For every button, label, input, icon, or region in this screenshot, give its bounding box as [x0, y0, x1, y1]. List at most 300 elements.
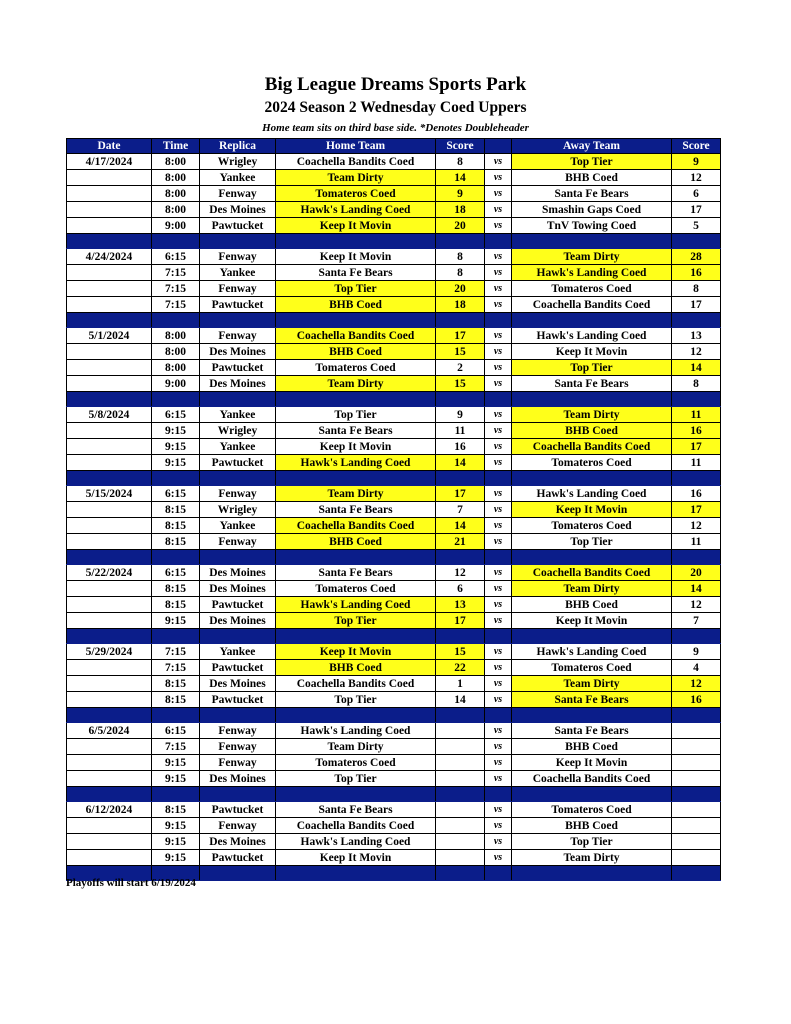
home-score-cell: 7	[436, 502, 485, 518]
home-team-cell: Hawk's Landing Coed	[276, 834, 436, 850]
vs-cell: vs	[485, 676, 512, 692]
table-row	[67, 818, 721, 834]
vs-cell: vs	[485, 518, 512, 534]
time-cell: 6:15	[152, 407, 200, 423]
away-team-cell: Top Tier	[512, 360, 672, 376]
schedule-body	[67, 154, 721, 881]
table-row	[67, 344, 721, 360]
table-row	[67, 644, 721, 660]
separator-cell	[200, 629, 276, 644]
table-row	[67, 676, 721, 692]
away-score-cell: 12	[672, 170, 721, 186]
away-team-cell: Tomateros Coed	[512, 455, 672, 471]
date-cell	[67, 344, 152, 360]
date-cell	[67, 818, 152, 834]
separator-cell	[512, 392, 672, 407]
home-team-cell: Santa Fe Bears	[276, 265, 436, 281]
separator-cell	[672, 550, 721, 565]
home-team-cell: Team Dirty	[276, 486, 436, 502]
date-cell	[67, 502, 152, 518]
week-separator	[67, 392, 721, 407]
home-team-cell: Hawk's Landing Coed	[276, 723, 436, 739]
table-row	[67, 281, 721, 297]
time-cell: 6:15	[152, 486, 200, 502]
replica-cell: Yankee	[200, 439, 276, 455]
vs-cell: vs	[485, 850, 512, 866]
table-row	[67, 534, 721, 550]
separator-cell	[276, 708, 436, 723]
home-score-cell	[436, 850, 485, 866]
home-team-cell: Santa Fe Bears	[276, 802, 436, 818]
replica-cell: Des Moines	[200, 581, 276, 597]
separator-cell	[436, 234, 485, 249]
replica-cell: Pawtucket	[200, 660, 276, 676]
away-score-cell: 17	[672, 439, 721, 455]
home-score-cell: 20	[436, 281, 485, 297]
table-row	[67, 692, 721, 708]
column-header: Date	[67, 139, 152, 154]
separator-cell	[276, 550, 436, 565]
page-note: Home team sits on third base side. *Denotes Doubleheader	[262, 122, 529, 134]
home-score-cell: 18	[436, 202, 485, 218]
away-team-cell: TnV Towing Coed	[512, 218, 672, 234]
away-score-cell: 12	[672, 344, 721, 360]
away-score-cell: 8	[672, 281, 721, 297]
replica-cell: Des Moines	[200, 202, 276, 218]
time-cell: 8:15	[152, 534, 200, 550]
away-score-cell: 17	[672, 502, 721, 518]
home-team-cell: BHB Coed	[276, 344, 436, 360]
table-header-row	[67, 139, 721, 154]
away-score-cell	[672, 802, 721, 818]
away-team-cell: Keep It Movin	[512, 502, 672, 518]
away-team-cell: BHB Coed	[512, 739, 672, 755]
away-team-cell: Santa Fe Bears	[512, 376, 672, 392]
away-score-cell: 16	[672, 423, 721, 439]
home-score-cell	[436, 834, 485, 850]
week-separator	[67, 629, 721, 644]
separator-cell	[436, 708, 485, 723]
home-score-cell: 8	[436, 249, 485, 265]
separator-cell	[485, 550, 512, 565]
home-score-cell: 16	[436, 439, 485, 455]
separator-cell	[672, 234, 721, 249]
home-team-cell: Keep It Movin	[276, 218, 436, 234]
replica-cell: Fenway	[200, 739, 276, 755]
away-team-cell: Tomateros Coed	[512, 281, 672, 297]
away-score-cell	[672, 755, 721, 771]
home-team-cell: Top Tier	[276, 281, 436, 297]
vs-cell: vs	[485, 154, 512, 170]
away-score-cell: 16	[672, 692, 721, 708]
separator-cell	[672, 787, 721, 802]
home-score-cell: 14	[436, 455, 485, 471]
away-score-cell: 16	[672, 486, 721, 502]
separator-cell	[152, 313, 200, 328]
home-team-cell: Top Tier	[276, 692, 436, 708]
home-team-cell: Hawk's Landing Coed	[276, 455, 436, 471]
separator-cell	[152, 787, 200, 802]
time-cell: 9:15	[152, 771, 200, 787]
vs-cell: vs	[485, 281, 512, 297]
date-cell	[67, 360, 152, 376]
home-team-cell: Coachella Bandits Coed	[276, 518, 436, 534]
away-team-cell: Keep It Movin	[512, 755, 672, 771]
table-row	[67, 581, 721, 597]
time-cell: 7:15	[152, 281, 200, 297]
separator-cell	[152, 234, 200, 249]
vs-cell: vs	[485, 218, 512, 234]
time-cell: 8:00	[152, 170, 200, 186]
vs-cell: vs	[485, 486, 512, 502]
separator-cell	[436, 392, 485, 407]
replica-cell: Pawtucket	[200, 360, 276, 376]
time-cell: 7:15	[152, 644, 200, 660]
separator-cell	[672, 471, 721, 486]
home-score-cell: 14	[436, 170, 485, 186]
separator-cell	[200, 392, 276, 407]
away-team-cell: BHB Coed	[512, 170, 672, 186]
table-row	[67, 518, 721, 534]
home-score-cell	[436, 802, 485, 818]
time-cell: 8:15	[152, 597, 200, 613]
vs-cell: vs	[485, 455, 512, 471]
home-score-cell: 6	[436, 581, 485, 597]
time-cell: 9:15	[152, 850, 200, 866]
away-team-cell: Tomateros Coed	[512, 660, 672, 676]
away-team-cell: Team Dirty	[512, 850, 672, 866]
separator-cell	[436, 787, 485, 802]
away-score-cell: 28	[672, 249, 721, 265]
time-cell: 9:15	[152, 818, 200, 834]
separator-cell	[200, 708, 276, 723]
away-score-cell: 4	[672, 660, 721, 676]
separator-cell	[512, 313, 672, 328]
replica-cell: Wrigley	[200, 154, 276, 170]
table-row	[67, 265, 721, 281]
date-cell	[67, 265, 152, 281]
date-cell	[67, 850, 152, 866]
home-team-cell: Tomateros Coed	[276, 581, 436, 597]
column-header	[485, 139, 512, 154]
time-cell: 8:15	[152, 802, 200, 818]
replica-cell: Fenway	[200, 328, 276, 344]
separator-cell	[276, 629, 436, 644]
table-row	[67, 439, 721, 455]
separator-cell	[67, 787, 152, 802]
column-header: Replica	[200, 139, 276, 154]
date-cell	[67, 660, 152, 676]
table-row	[67, 154, 721, 170]
separator-cell	[672, 392, 721, 407]
vs-cell: vs	[485, 802, 512, 818]
vs-cell: vs	[485, 723, 512, 739]
home-team-cell: Hawk's Landing Coed	[276, 202, 436, 218]
time-cell: 6:15	[152, 723, 200, 739]
replica-cell: Fenway	[200, 818, 276, 834]
time-cell: 9:15	[152, 455, 200, 471]
table-row	[67, 249, 721, 265]
table-row	[67, 407, 721, 423]
home-score-cell: 17	[436, 486, 485, 502]
time-cell: 7:15	[152, 297, 200, 313]
home-team-cell: Team Dirty	[276, 376, 436, 392]
separator-cell	[436, 629, 485, 644]
separator-cell	[672, 629, 721, 644]
table-row	[67, 423, 721, 439]
home-score-cell: 22	[436, 660, 485, 676]
date-cell	[67, 297, 152, 313]
replica-cell: Fenway	[200, 755, 276, 771]
separator-cell	[512, 471, 672, 486]
time-cell: 9:15	[152, 423, 200, 439]
home-score-cell	[436, 723, 485, 739]
separator-cell	[152, 708, 200, 723]
replica-cell: Des Moines	[200, 565, 276, 581]
home-score-cell: 9	[436, 407, 485, 423]
date-cell	[67, 581, 152, 597]
separator-cell	[200, 471, 276, 486]
home-team-cell: Coachella Bandits Coed	[276, 154, 436, 170]
home-team-cell: Coachella Bandits Coed	[276, 818, 436, 834]
time-cell: 8:00	[152, 328, 200, 344]
away-score-cell: 11	[672, 534, 721, 550]
away-team-cell: Coachella Bandits Coed	[512, 439, 672, 455]
replica-cell: Pawtucket	[200, 692, 276, 708]
vs-cell: vs	[485, 328, 512, 344]
away-team-cell: Smashin Gaps Coed	[512, 202, 672, 218]
separator-cell	[276, 392, 436, 407]
time-cell: 7:15	[152, 739, 200, 755]
date-cell: 6/12/2024	[67, 802, 152, 818]
date-cell: 5/1/2024	[67, 328, 152, 344]
time-cell: 9:00	[152, 376, 200, 392]
replica-cell: Fenway	[200, 281, 276, 297]
vs-cell: vs	[485, 439, 512, 455]
week-separator	[67, 708, 721, 723]
vs-cell: vs	[485, 186, 512, 202]
separator-cell	[672, 708, 721, 723]
vs-cell: vs	[485, 360, 512, 376]
home-score-cell: 14	[436, 692, 485, 708]
away-score-cell: 12	[672, 597, 721, 613]
replica-cell: Fenway	[200, 249, 276, 265]
separator-cell	[200, 787, 276, 802]
vs-cell: vs	[485, 423, 512, 439]
separator-cell	[276, 866, 436, 881]
replica-cell: Des Moines	[200, 676, 276, 692]
replica-cell: Fenway	[200, 723, 276, 739]
separator-cell	[672, 313, 721, 328]
table-row	[67, 218, 721, 234]
home-team-cell: Santa Fe Bears	[276, 565, 436, 581]
home-score-cell: 9	[436, 186, 485, 202]
away-score-cell	[672, 834, 721, 850]
home-team-cell: Top Tier	[276, 407, 436, 423]
vs-cell: vs	[485, 613, 512, 629]
time-cell: 7:15	[152, 660, 200, 676]
home-team-cell: Keep It Movin	[276, 249, 436, 265]
replica-cell: Des Moines	[200, 834, 276, 850]
separator-cell	[512, 787, 672, 802]
replica-cell: Yankee	[200, 407, 276, 423]
away-score-cell: 20	[672, 565, 721, 581]
away-team-cell: BHB Coed	[512, 597, 672, 613]
separator-cell	[436, 866, 485, 881]
separator-cell	[485, 866, 512, 881]
separator-cell	[67, 550, 152, 565]
vs-cell: vs	[485, 565, 512, 581]
date-cell	[67, 692, 152, 708]
home-score-cell: 14	[436, 518, 485, 534]
date-cell	[67, 755, 152, 771]
time-cell: 8:00	[152, 186, 200, 202]
separator-cell	[67, 313, 152, 328]
away-team-cell: Top Tier	[512, 534, 672, 550]
time-cell: 9:15	[152, 439, 200, 455]
table-row	[67, 613, 721, 629]
away-score-cell: 7	[672, 613, 721, 629]
time-cell: 8:00	[152, 344, 200, 360]
away-team-cell: Santa Fe Bears	[512, 692, 672, 708]
away-team-cell: Hawk's Landing Coed	[512, 486, 672, 502]
away-score-cell: 17	[672, 297, 721, 313]
separator-cell	[200, 866, 276, 881]
away-team-cell: Hawk's Landing Coed	[512, 265, 672, 281]
vs-cell: vs	[485, 660, 512, 676]
replica-cell: Fenway	[200, 534, 276, 550]
home-score-cell: 20	[436, 218, 485, 234]
home-team-cell: BHB Coed	[276, 534, 436, 550]
date-cell: 6/5/2024	[67, 723, 152, 739]
vs-cell: vs	[485, 265, 512, 281]
away-score-cell: 9	[672, 154, 721, 170]
table-row	[67, 202, 721, 218]
playoffs-note: Playoffs will start 6/19/2024	[66, 877, 196, 889]
home-team-cell: Santa Fe Bears	[276, 502, 436, 518]
home-score-cell: 8	[436, 154, 485, 170]
date-cell	[67, 534, 152, 550]
separator-cell	[152, 471, 200, 486]
table-row	[67, 376, 721, 392]
table-row	[67, 565, 721, 581]
away-team-cell: Tomateros Coed	[512, 518, 672, 534]
home-team-cell: Tomateros Coed	[276, 186, 436, 202]
home-team-cell: Top Tier	[276, 771, 436, 787]
time-cell: 9:00	[152, 218, 200, 234]
date-cell	[67, 518, 152, 534]
home-team-cell: Tomateros Coed	[276, 360, 436, 376]
home-team-cell: Tomateros Coed	[276, 755, 436, 771]
table-row	[67, 502, 721, 518]
table-row	[67, 739, 721, 755]
replica-cell: Pawtucket	[200, 597, 276, 613]
separator-cell	[485, 234, 512, 249]
away-score-cell: 6	[672, 186, 721, 202]
vs-cell: vs	[485, 755, 512, 771]
away-team-cell: Coachella Bandits Coed	[512, 565, 672, 581]
vs-cell: vs	[485, 407, 512, 423]
home-team-cell: Hawk's Landing Coed	[276, 597, 436, 613]
away-team-cell: Team Dirty	[512, 249, 672, 265]
replica-cell: Yankee	[200, 518, 276, 534]
vs-cell: vs	[485, 202, 512, 218]
away-team-cell: Top Tier	[512, 834, 672, 850]
column-header: Score	[436, 139, 485, 154]
vs-cell: vs	[485, 376, 512, 392]
replica-cell: Des Moines	[200, 771, 276, 787]
replica-cell: Des Moines	[200, 344, 276, 360]
separator-cell	[512, 866, 672, 881]
separator-cell	[152, 392, 200, 407]
date-cell	[67, 170, 152, 186]
home-team-cell: Coachella Bandits Coed	[276, 676, 436, 692]
separator-cell	[485, 708, 512, 723]
time-cell: 8:15	[152, 518, 200, 534]
separator-cell	[436, 313, 485, 328]
separator-cell	[67, 471, 152, 486]
away-team-cell: Coachella Bandits Coed	[512, 771, 672, 787]
home-team-cell: Coachella Bandits Coed	[276, 328, 436, 344]
date-cell: 4/24/2024	[67, 249, 152, 265]
separator-cell	[512, 708, 672, 723]
separator-cell	[512, 550, 672, 565]
table-row	[67, 834, 721, 850]
date-cell	[67, 439, 152, 455]
separator-cell	[512, 629, 672, 644]
home-team-cell: Keep It Movin	[276, 644, 436, 660]
time-cell: 8:15	[152, 692, 200, 708]
time-cell: 8:00	[152, 202, 200, 218]
replica-cell: Pawtucket	[200, 455, 276, 471]
time-cell: 8:15	[152, 676, 200, 692]
replica-cell: Wrigley	[200, 423, 276, 439]
date-cell	[67, 202, 152, 218]
home-team-cell: Team Dirty	[276, 170, 436, 186]
separator-cell	[485, 471, 512, 486]
separator-cell	[276, 471, 436, 486]
time-cell: 6:15	[152, 249, 200, 265]
home-score-cell: 15	[436, 376, 485, 392]
separator-cell	[485, 313, 512, 328]
separator-cell	[200, 550, 276, 565]
replica-cell: Des Moines	[200, 376, 276, 392]
week-separator	[67, 234, 721, 249]
away-team-cell: Team Dirty	[512, 581, 672, 597]
separator-cell	[672, 866, 721, 881]
table-row	[67, 850, 721, 866]
separator-cell	[276, 234, 436, 249]
table-row	[67, 297, 721, 313]
home-score-cell: 8	[436, 265, 485, 281]
replica-cell: Pawtucket	[200, 802, 276, 818]
date-cell	[67, 218, 152, 234]
replica-cell: Yankee	[200, 644, 276, 660]
date-cell	[67, 834, 152, 850]
home-score-cell: 11	[436, 423, 485, 439]
replica-cell: Pawtucket	[200, 218, 276, 234]
away-team-cell: Keep It Movin	[512, 344, 672, 360]
replica-cell: Pawtucket	[200, 850, 276, 866]
replica-cell: Des Moines	[200, 613, 276, 629]
date-cell	[67, 186, 152, 202]
separator-cell	[67, 629, 152, 644]
column-header: Score	[672, 139, 721, 154]
replica-cell: Yankee	[200, 170, 276, 186]
away-score-cell: 5	[672, 218, 721, 234]
vs-cell: vs	[485, 739, 512, 755]
time-cell: 8:00	[152, 360, 200, 376]
